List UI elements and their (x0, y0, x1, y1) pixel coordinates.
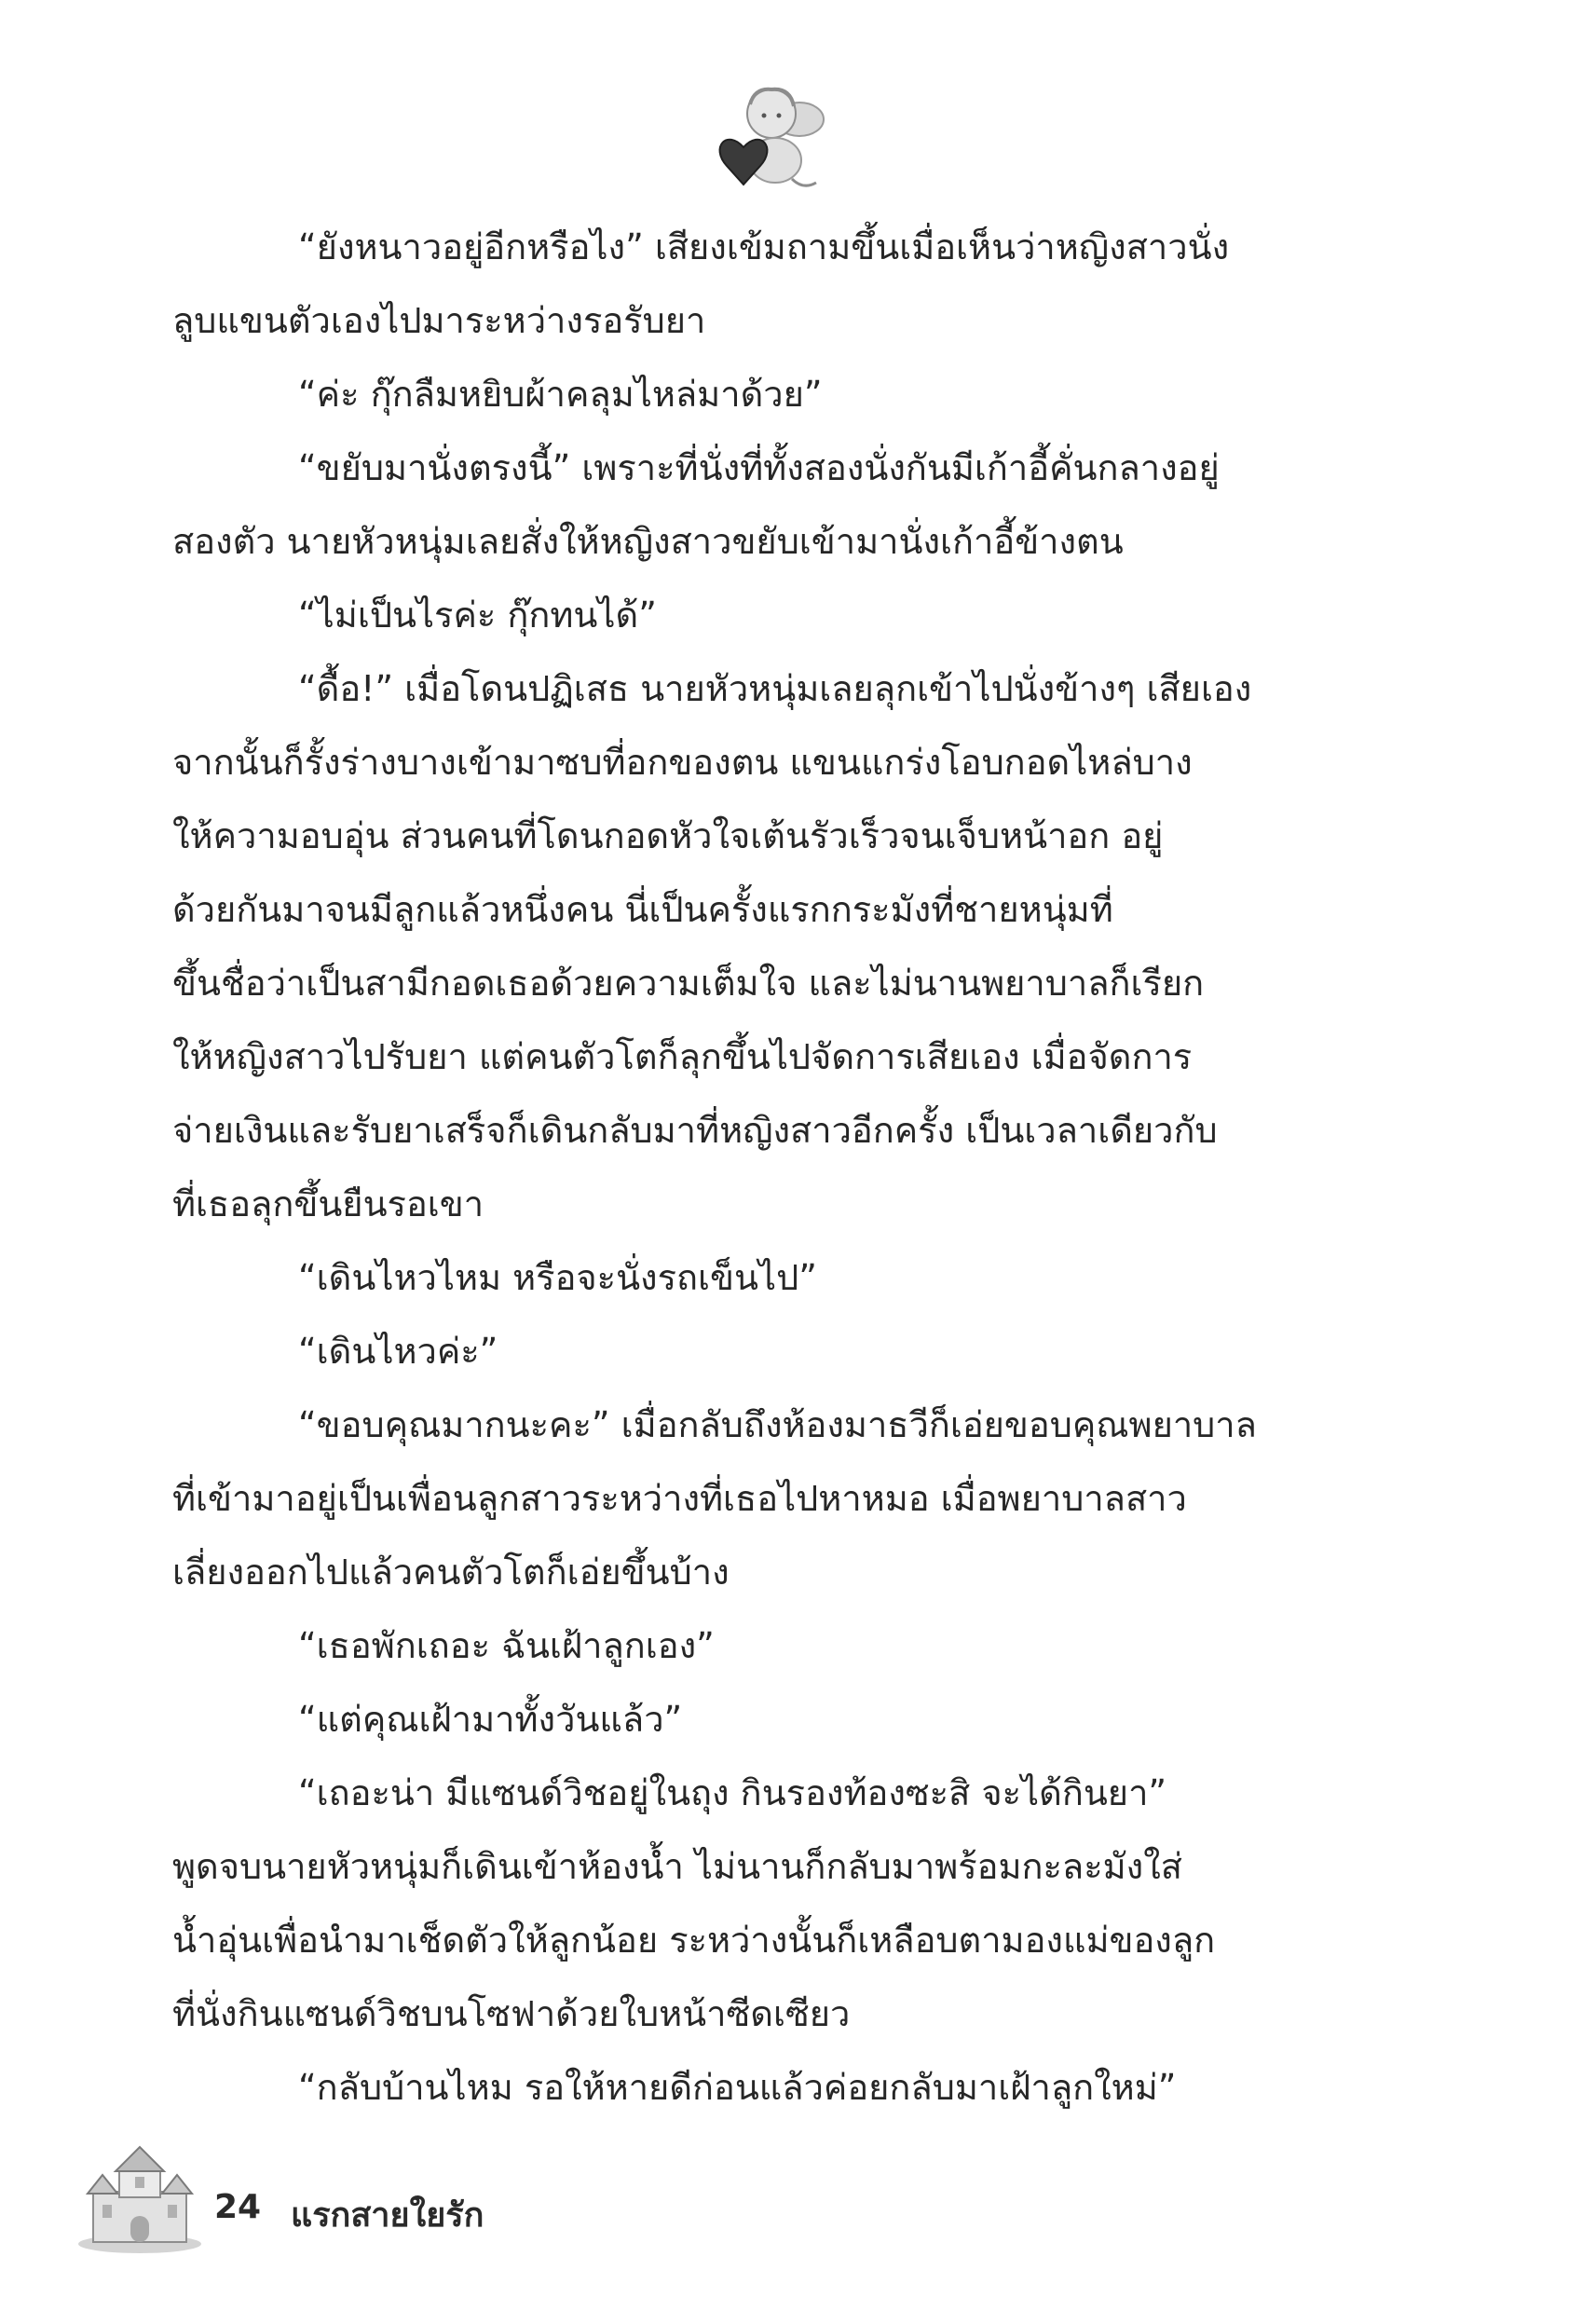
text-line: จากนั้นก็รั้งร่างบางเข้ามาซบที่อกของตน แขนแกร่งโอบกอดไหล่บาง (172, 742, 1193, 783)
text-line: ขึ้นชื่อว่าเป็นสามีกอดเธอด้วยความเต็มใจ และไม่นานพยาบาลก็เรียก (172, 963, 1205, 1004)
castle-icon (75, 2143, 205, 2255)
text-line: ด้วยกันมาจนมีลูกแล้วหนึ่งคน นี่เป็นครั้งแรกกระมังที่ชายหนุ่มที่ (172, 889, 1113, 930)
text-line: “ขอบคุณมากนะคะ” เมื่อกลับถึงห้องมาธวีก็เอ่ยขอบคุณพยาบาล (298, 1404, 1257, 1445)
text-line: จ่ายเงินและรับยาเสร็จก็เดินกลับมาที่หญิงสาวอีกครั้ง เป็นเวลาเดียวกับ (172, 1110, 1218, 1151)
page-number: 24 (214, 2188, 262, 2226)
text-line: “ไม่เป็นไรค่ะ กุ๊กทนได้” (298, 595, 657, 636)
book-title: แรกสายใยรัก (291, 2196, 484, 2235)
text-line: “แต่คุณเฝ้ามาทั้งวันแล้ว” (298, 1699, 683, 1740)
text-line: “เถอะน่า มีแซนด์วิชอยู่ในถุง กินรองท้องซะสิ จะได้กินยา” (298, 1772, 1167, 1813)
text-line: ที่เข้ามาอยู่เป็นเพื่อนลูกสาวระหว่างที่เธอไปหาหมอ เมื่อพยาบาลสาว (172, 1478, 1187, 1519)
text-line: เลี่ยงออกไปแล้วคนตัวโตก็เอ่ยขึ้นบ้าง (172, 1552, 730, 1593)
text-line: “กลับบ้านไหม รอให้หายดีก่อนแล้วค่อยกลับมาเฝ้าลูกใหม่” (298, 2067, 1177, 2108)
text-line: “เธอพักเถอะ ฉันเฝ้าลูกเอง” (298, 1625, 715, 1666)
text-line: “ขยับมานั่งตรงนี้” เพราะที่นั่งที่ทั้งสองนั่งกันมีเก้าอี้คั่นกลางอยู่ (298, 447, 1220, 488)
text-line: “ดื้อ!” เมื่อโดนปฏิเสธ นายหัวหนุ่มเลยลุกเข้าไปนั่งข้างๆ เสียเอง (298, 668, 1252, 709)
text-line: “ค่ะ กุ๊กลืมหยิบผ้าคลุมไหล่มาด้วย” (298, 374, 823, 415)
text-line: สองตัว นายหัวหนุ่มเลยสั่งให้หญิงสาวขยับเข้ามานั่งเก้าอี้ข้างตน (172, 521, 1124, 562)
text-line: “เดินไหวไหม หรือจะนั่งรถเข็นไป” (298, 1257, 817, 1298)
text-line: ให้ความอบอุ่น ส่วนคนที่โดนกอดหัวใจเต้นรัวเร็วจนเจ็บหน้าอก อยู่ (172, 815, 1164, 856)
text-line: “เดินไหวค่ะ” (298, 1331, 498, 1372)
text-line: ที่นั่งกินแซนด์วิชบนโซฟาด้วยใบหน้าซีดเซียว (172, 1993, 851, 2034)
page-footer (75, 2143, 634, 2255)
text-line: “ยังหนาวอยู่อีกหรือไง” เสียงเข้มถามขึ้นเมื่อเห็นว่าหญิงสาวนั่ง (298, 226, 1230, 267)
text-line: ลูบแขนตัวเองไปมาระหว่างรอรับยา (172, 300, 706, 341)
cupid-heart-icon (699, 75, 829, 196)
text-line: ที่เธอลุกขึ้นยืนรอเขา (172, 1183, 484, 1224)
text-line: พูดจบนายหัวหนุ่มก็เดินเข้าห้องน้ำ ไม่นานก็กลับมาพร้อมกะละมังใส่ (172, 1846, 1182, 1887)
body-text (172, 211, 1332, 2125)
text-line: น้ำอุ่นเพื่อนำมาเช็ดตัวให้ลูกน้อย ระหว่างนั้นก็เหลือบตามองแม่ของลูก (172, 1920, 1216, 1961)
text-line: ให้หญิงสาวไปรับยา แต่คนตัวโตก็ลุกขึ้นไปจัดการเสียเอง เมื่อจัดการ (172, 1036, 1193, 1077)
